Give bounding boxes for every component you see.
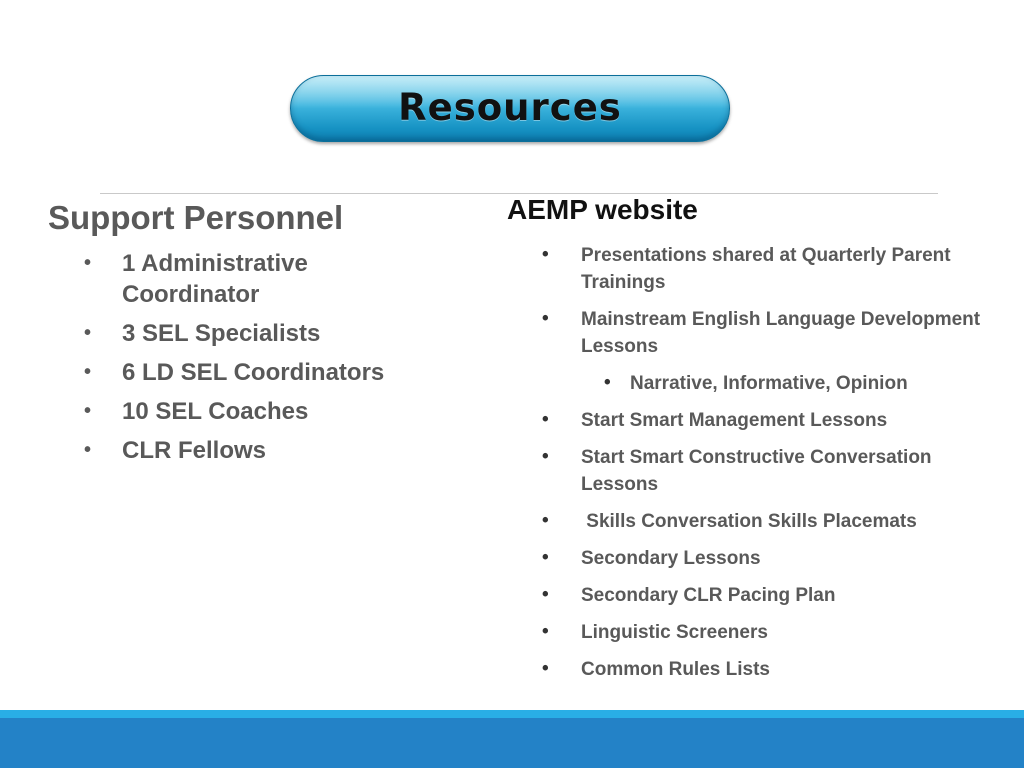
list-item-text: Narrative, Informative, Opinion (630, 373, 908, 394)
list-item (540, 508, 1010, 535)
bullet-icon: • (84, 400, 92, 422)
bullet-icon: • (542, 510, 549, 531)
bullet-icon: • (542, 584, 549, 605)
bullet-icon: • (84, 439, 92, 461)
aemp-website-list (540, 242, 1010, 693)
list-item (540, 545, 1010, 572)
list-item-text: Common Rules Lists (581, 659, 770, 680)
list-item (84, 248, 414, 310)
list-item-text: Skills Conversation Skills Placemats (581, 511, 917, 532)
bullet-icon: • (542, 409, 549, 430)
footer-bar (0, 718, 1024, 768)
aemp-website-heading: AEMP website (507, 194, 698, 225)
list-item-text: Secondary Lessons (581, 548, 761, 569)
sub-list-item (540, 370, 1010, 397)
list-item (540, 242, 1010, 296)
bullet-icon: • (542, 446, 549, 467)
bullet-icon: • (84, 361, 92, 383)
list-item-text: 3 SEL Specialists (122, 320, 321, 347)
list-item-text: Linguistic Screeners (581, 622, 768, 643)
page-title: Resources (398, 86, 622, 129)
list-item (540, 407, 1010, 434)
list-item (540, 306, 1010, 360)
bullet-icon: • (542, 308, 549, 329)
list-item (540, 444, 1010, 498)
bullet-icon: • (604, 372, 611, 393)
list-item (540, 656, 1010, 683)
list-item (84, 357, 414, 388)
bullet-icon: • (84, 322, 92, 344)
bullet-icon: • (542, 621, 549, 642)
bullet-icon: • (542, 658, 549, 679)
list-item (84, 435, 414, 466)
list-item-text: Start Smart Management Lessons (581, 410, 888, 431)
list-item-text: 1 Administrative Coordinator (122, 250, 308, 308)
list-item (540, 582, 1010, 609)
list-item-text: 6 LD SEL Coordinators (122, 359, 385, 386)
list-item-text: Start Smart Constructive Conversation Lessons (581, 447, 932, 495)
bullet-icon: • (542, 547, 549, 568)
title-banner (290, 75, 730, 142)
list-item-text: Mainstream English Language Development Lessons (581, 309, 981, 357)
list-item (84, 318, 414, 349)
list-item (540, 619, 1010, 646)
support-personnel-heading: Support Personnel (48, 199, 344, 236)
list-item-text: Secondary CLR Pacing Plan (581, 585, 836, 606)
support-personnel-list (84, 248, 414, 474)
list-item-text: 10 SEL Coaches (122, 398, 309, 425)
list-item (84, 396, 414, 427)
list-item-text: CLR Fellows (122, 437, 267, 464)
bullet-icon: • (542, 244, 549, 265)
list-item-text: Presentations shared at Quarterly Parent Trainings (581, 245, 951, 293)
bullet-icon: • (84, 252, 92, 274)
footer-accent-bar (0, 710, 1024, 718)
